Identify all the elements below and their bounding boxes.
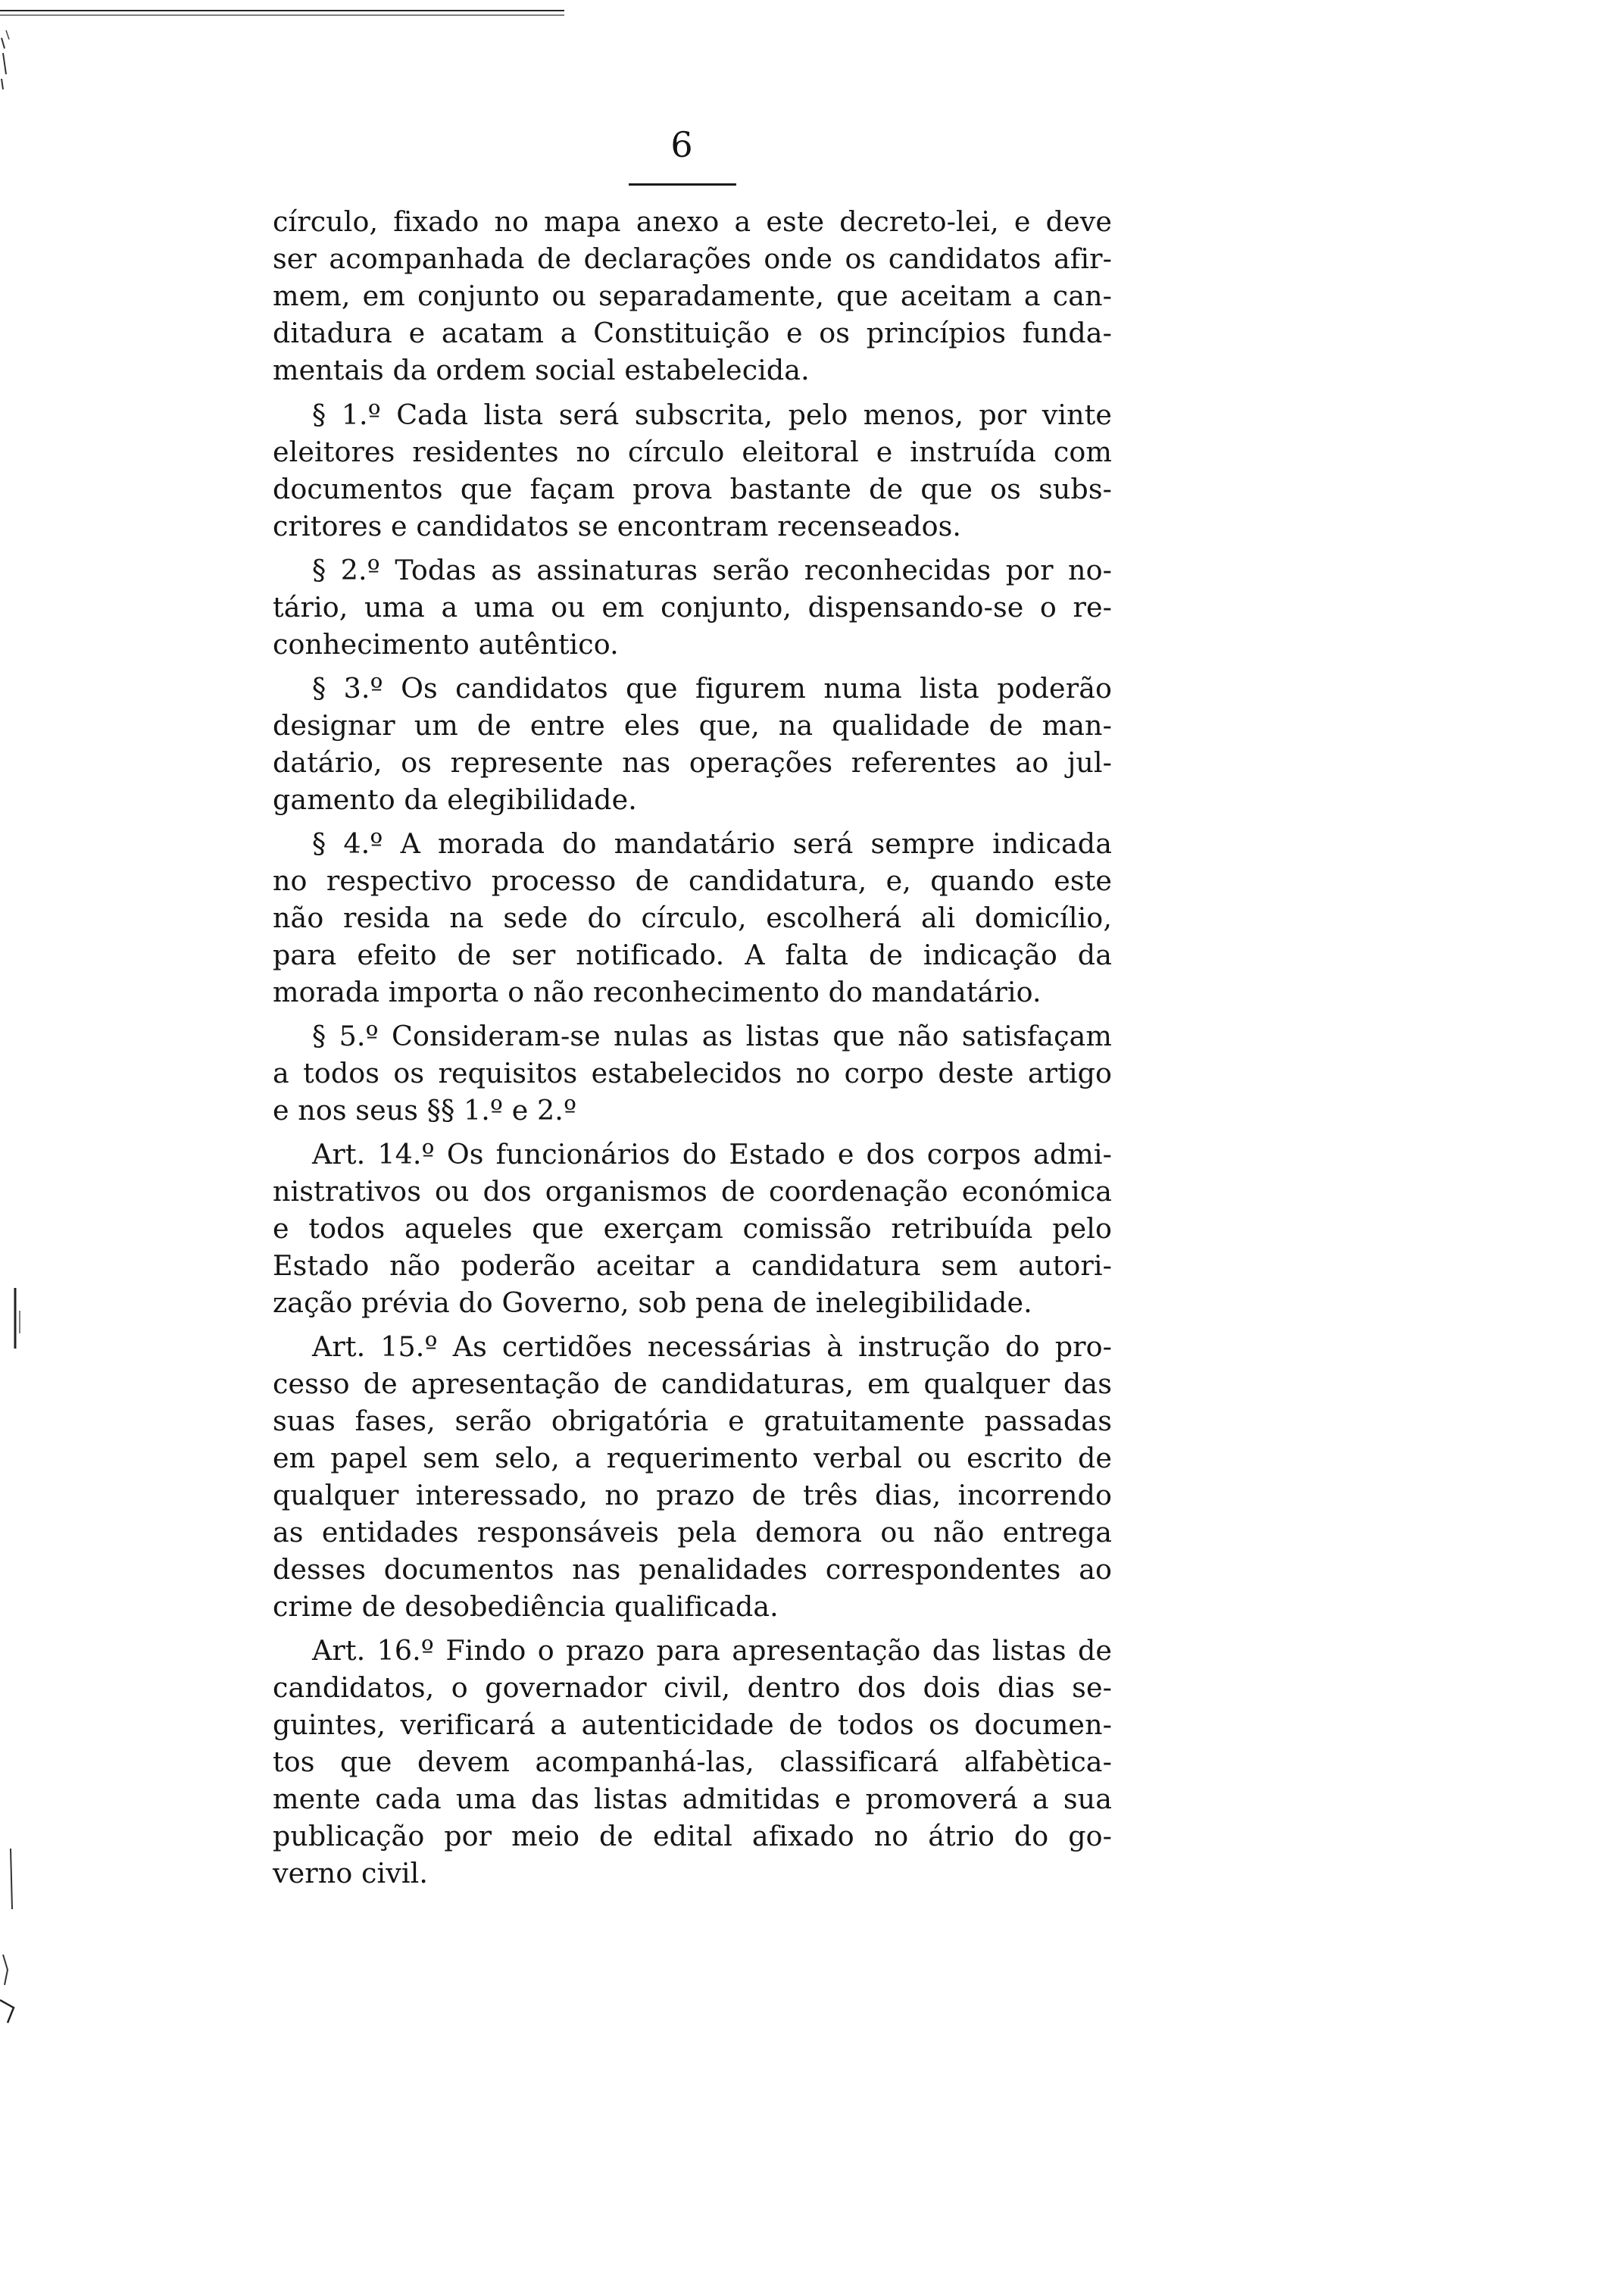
text-line: candidatos, o governador civil, dentro dos dois dias se- [273,1671,1112,1704]
text-line: tos que devem acompanhá-las, classificará alfabètica- [273,1746,1112,1778]
text-line-content: § 5.º Consideram-se nulas as listas que não satisfaçam [312,1020,1112,1052]
text-line: nistrativos ou dos organismos de coordenação económica [273,1175,1112,1208]
text-line: critores e candidatos se encontram recenseados. [273,510,962,542]
page-number: 6 [670,124,693,165]
paragraph-p6 [273,1017,1112,1129]
paragraph-p9 [273,1632,1112,1892]
text-line: em papel sem selo, a requerimento verbal ou escrito de [273,1442,1112,1474]
text-line: zação prévia do Governo, sob pena de inelegibilidade. [273,1286,1032,1319]
text-line-content: § 2.º Todas as assinaturas serão reconhecidas por no- [312,554,1112,586]
text-line: desses documentos nas penalidades correspondentes ao [273,1553,1112,1586]
text-line: no respectivo processo de candidatura, e, quando este [273,864,1112,897]
text-line [273,1136,1112,1173]
text-line: tário, uma a uma ou em conjunto, dispensando-se o re- [273,591,1112,624]
text-line: a todos os requisitos estabelecidos no corpo deste artigo [273,1057,1112,1089]
text-line: as entidades responsáveis pela demora ou não entrega [273,1516,1112,1549]
text-line-content: Art. 16.º Findo o prazo para apresentação das listas de [312,1634,1112,1667]
text-line [273,825,1112,862]
text-line: guintes, verificará a autenticidade de todos os documen- [273,1708,1112,1741]
text-line: suas fases, serão obrigatória e gratuitamente passadas [273,1405,1112,1437]
text-line [273,552,1112,589]
text-line: círculo, fixado no mapa anexo a este decreto-lei, e deve [273,205,1112,238]
text-line: e todos aqueles que exerçam comissão retribuída pelo [273,1212,1112,1245]
paragraph-p2 [273,396,1112,545]
paragraph-p5 [273,825,1112,1011]
text-line: mem, em conjunto ou separadamente, que aceitam a can- [273,280,1112,312]
text-line: datário, os represente nas operações referentes ao jul- [273,746,1112,779]
paragraph-p3 [273,552,1112,663]
text-line: gamento da elegibilidade. [273,783,637,816]
text-line [273,1328,1112,1365]
text-line-content: Art. 15.º As certidões necessárias à instrução do pro- [312,1330,1112,1363]
text-line: morada importa o não reconhecimento do mandatário. [273,976,1042,1008]
text-line: conhecimento autêntico. [273,628,619,661]
text-line: qualquer interessado, no prazo de três dias, incorrendo [273,1479,1112,1511]
text-line: e nos seus §§ 1.º e 2.º [273,1094,577,1127]
text-line [273,1017,1112,1055]
text-line: não resida na sede do círculo, escolherá ali domicílio, [273,902,1112,934]
paragraph-p8 [273,1328,1112,1625]
text-line-content: § 3.º Os candidatos que figurem numa lista poderão [312,672,1112,705]
text-line-content: § 1.º Cada lista será subscrita, pelo menos, por vinte [312,399,1112,431]
text-line-content: § 4.º A morada do mandatário será sempre indicada [312,827,1112,860]
paragraph-p1 [273,203,1112,389]
text-line [273,1632,1112,1669]
text-line: documentos que façam prova bastante de que os subs- [273,473,1112,505]
text-line: crime de desobediência qualificada. [273,1590,779,1623]
paragraph-p7 [273,1136,1112,1321]
text-line: publicação por meio de edital afixado no átrio do go- [273,1820,1112,1852]
paragraph-p4 [273,670,1112,818]
text-line: para efeito de ser notificado. A falta de indicação da [273,939,1112,971]
text-line-content: Art. 14.º Os funcionários do Estado e dos corpos admi- [312,1138,1112,1171]
text-line [273,396,1112,433]
text-line: ditadura e acatam a Constituição e os princípios funda- [273,317,1112,349]
text-line: eleitores residentes no círculo eleitoral e instruída com [273,436,1112,468]
text-line [273,670,1112,707]
text-line: Estado não poderão aceitar a candidatura sem autori- [273,1249,1112,1282]
page-number-rule [629,183,736,186]
text-line: mente cada uma das listas admitidas e promoverá a sua [273,1783,1112,1815]
legal-text-body [273,203,1112,1892]
text-line: designar um de entre eles que, na qualidade de man- [273,709,1112,742]
text-line: verno civil. [273,1857,429,1889]
text-line: cesso de apresentação de candidaturas, em qualquer das [273,1367,1112,1400]
text-line: ser acompanhada de declarações onde os candidatos afir- [273,242,1112,275]
text-line: mentais da ordem social estabelecida. [273,354,810,386]
